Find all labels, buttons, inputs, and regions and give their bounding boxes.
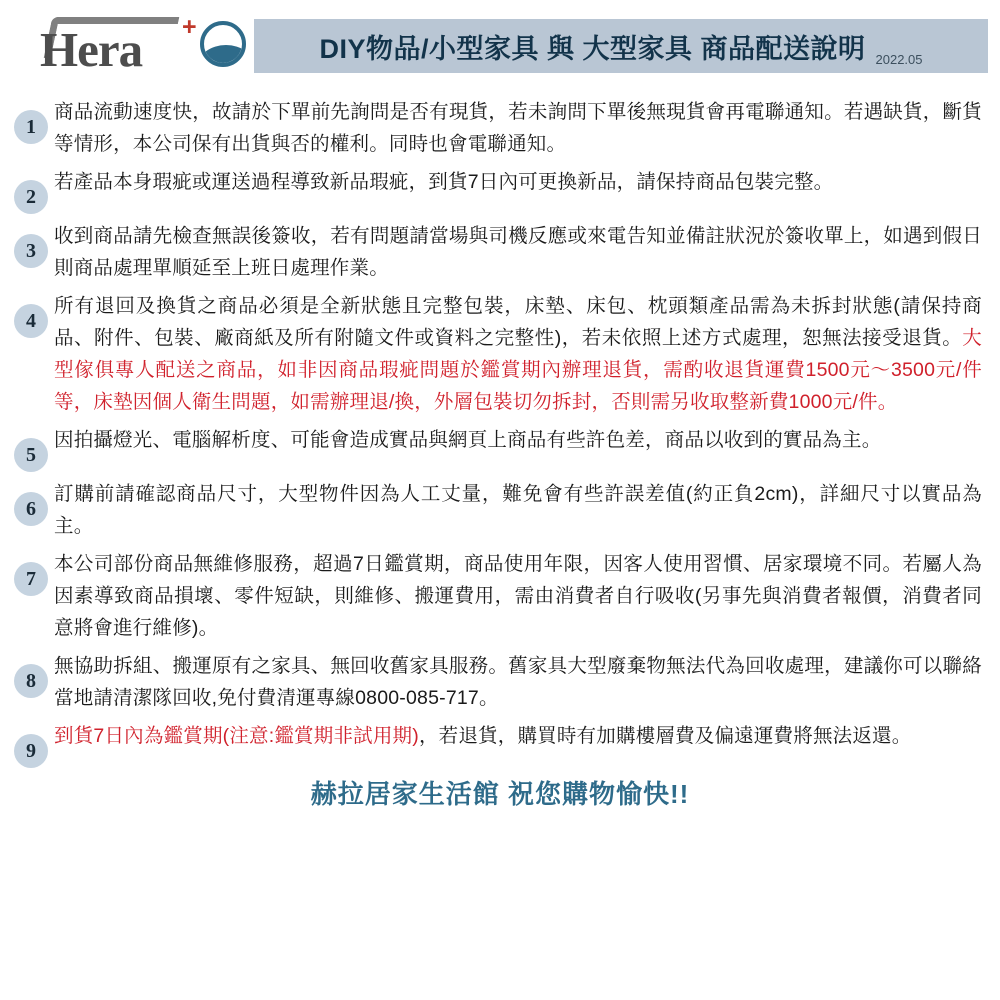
terms-item-number: 7 [14, 562, 48, 596]
terms-item [14, 478, 982, 542]
terms-item-number: 2 [14, 180, 48, 214]
footer-message: 赫拉居家生活館 祝您購物愉快!! [310, 779, 690, 809]
terms-item-text [54, 478, 982, 542]
document-header [0, 0, 1000, 92]
terms-item-text [54, 290, 982, 418]
plus-icon: + [182, 13, 197, 41]
terms-text-segment: 本公司部份商品無維修服務，超過7日鑑賞期，商品使用年限，因客人使用習慣、居家環境不同。若屬人為因素導致商品損壞、零件短缺，則維修、搬運費用，需由消費者自行吸收(另事先與消費者報價，消費者同意將會進行維修)。 [54, 553, 982, 639]
circle-wave-icon [200, 21, 246, 67]
terms-item-text [54, 166, 982, 198]
terms-item [14, 720, 982, 768]
page-title: DIY物品/小型家具 與 大型家具 商品配送說明 [319, 33, 866, 64]
terms-item-text [54, 220, 982, 284]
terms-text-segment: 訂購前請確認商品尺寸，大型物件因為人工丈量，難免會有些許誤差值(約正負2cm)，詳細尺寸以實品為主。 [54, 483, 982, 537]
title-banner [254, 19, 988, 73]
brand-name: Hera [40, 22, 143, 77]
terms-text-segment: 無協助拆組、搬運原有之家具、無回收舊家具服務。舊家具大型廢棄物無法代為回收處理，建議你可以聯絡當地請清潔隊回收,免付費清運專線0800-085-717。 [54, 655, 982, 709]
terms-item-number: 5 [14, 438, 48, 472]
terms-text-highlight: 大型傢俱專人配送之商品，如非因商品瑕疵問題於鑑賞期內辦理退貨，需酌收退貨運費1500元～3500元/件等，床墊因個人衛生問題，如需辦理退/換，外層包裝切勿拆封，否則需另收取整新費1000元/件。 [54, 327, 982, 413]
terms-text-segment: 商品流動速度快，故請於下單前先詢問是否有現貨，若未詢問下單後無現貨會再電聯通知。若遇缺貨，斷貨等情形，本公司保有出貨與否的權利。同時也會電聯通知。 [54, 101, 982, 155]
terms-item-number: 9 [14, 734, 48, 768]
revision-date: 2022.05 [875, 52, 923, 67]
terms-item [14, 96, 982, 160]
terms-item-text [54, 548, 982, 644]
terms-text-segment: 收到商品請先檢查無誤後簽收，若有問題請當場與司機反應或來電告知並備註狀況於簽收單上，如遇到假日則商品處理單順延至上班日處理作業。 [54, 225, 982, 279]
terms-text-segment: ，若退貨，購買時有加購樓層費及偏遠運費將無法返還。 [418, 725, 912, 747]
terms-text-segment: 若產品本身瑕疵或運送過程導致新品瑕疵，到貨7日內可更換新品，請保持商品包裝完整。 [54, 171, 834, 193]
terms-item-number: 3 [14, 234, 48, 268]
terms-item-text [54, 720, 982, 752]
terms-text-segment: 所有退回及換貨之商品必須是全新狀態且完整包裝，床墊、床包、枕頭類產品需為未拆封狀態(請保持商品、附件、包裝、廠商紙及所有附隨文件或資料之完整性)，若未依照上述方式處理，恕無法接受退貨。 [54, 295, 982, 349]
terms-item-text [54, 424, 982, 456]
terms-list [0, 92, 1000, 768]
terms-item [14, 650, 982, 714]
terms-item [14, 166, 982, 214]
brand-logo [40, 7, 250, 85]
terms-item-text [54, 96, 982, 160]
terms-text-highlight: 到貨7日內為鑑賞期(注意:鑑賞期非試用期) [54, 725, 419, 747]
terms-item [14, 424, 982, 472]
terms-item-number: 4 [14, 304, 48, 338]
terms-item [14, 548, 982, 644]
terms-item-number: 6 [14, 492, 48, 526]
terms-text-segment: 因拍攝燈光、電腦解析度、可能會造成實品與網頁上商品有些許色差，商品以收到的實品為主。 [54, 429, 882, 451]
terms-item-number: 1 [14, 110, 48, 144]
terms-item [14, 220, 982, 284]
terms-item-text [54, 650, 982, 714]
terms-item [14, 290, 982, 418]
terms-item-number: 8 [14, 664, 48, 698]
